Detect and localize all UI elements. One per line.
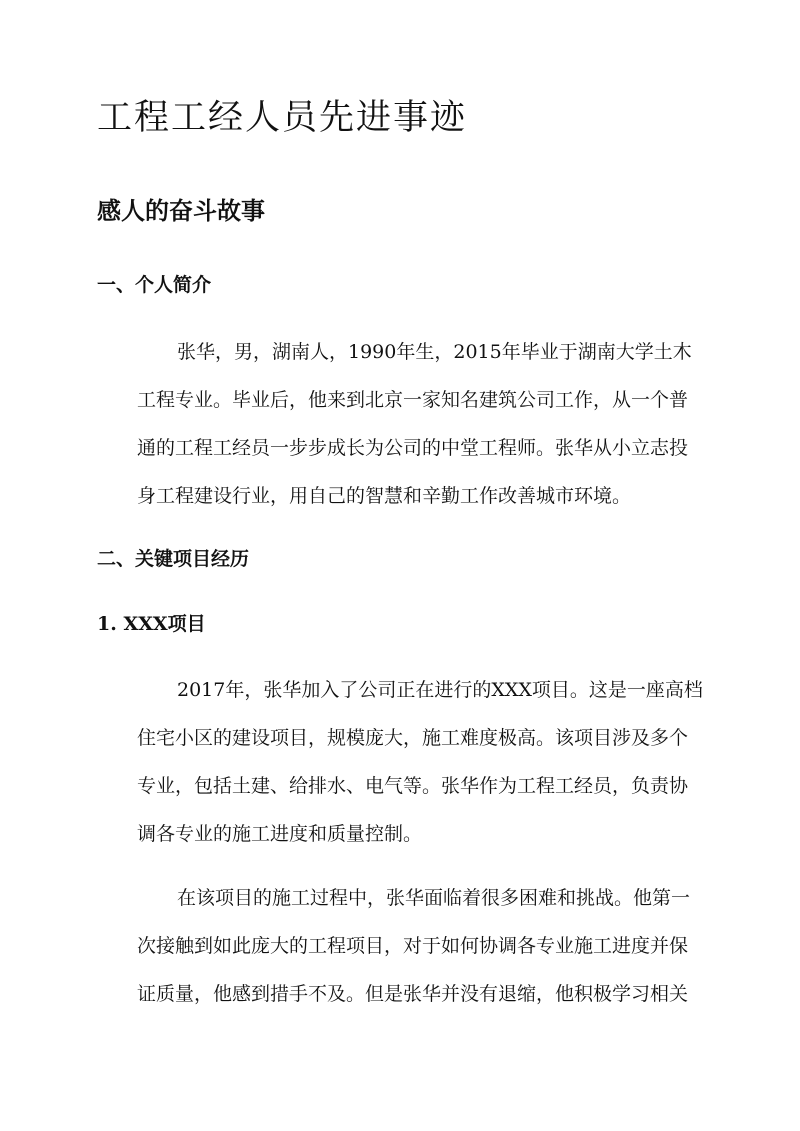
paragraph-line: 住宅小区的建设项目，规模庞大，施工难度极高。该项目涉及多个	[137, 727, 689, 749]
section-heading-projects: 二、关键项目经历	[97, 548, 250, 570]
profile-paragraph	[97, 328, 707, 520]
xxx-project-paragraph-1	[97, 666, 707, 858]
paragraph-line: 次接触到如此庞大的工程项目，对于如何协调各专业施工进度并保	[137, 935, 689, 957]
paragraph-line: 证质量，他感到措手不及。但是张华并没有退缩，他积极学习相关	[137, 983, 689, 1005]
paragraph-line: 调各专业的施工进度和质量控制。	[137, 823, 423, 845]
section-heading-profile: 一、个人简介	[97, 274, 212, 296]
paragraph-line: 专业，包括土建、给排水、电气等。张华作为工程工经员，负责协	[137, 775, 689, 797]
paragraph-line: 身工程建设行业，用自己的智慧和辛勤工作改善城市环境。	[137, 485, 632, 507]
paragraph-line: 张华，男，湖南人，1990年生，2015年毕业于湖南大学土木	[177, 341, 692, 363]
paragraph-line: 工程专业。毕业后，他来到北京一家知名建筑公司工作，从一个普	[137, 389, 689, 411]
xxx-project-paragraph-2	[97, 874, 707, 1018]
paragraph-line: 2017年，张华加入了公司正在进行的XXX项目。这是一座高档	[177, 679, 703, 701]
paragraph-line: 通的工程工经员一步步成长为公司的中堂工程师。张华从小立志投	[137, 437, 689, 459]
document-title: 工程工经人员先进事迹	[97, 98, 468, 138]
section-heading-xxx-project: 1. XXX项目	[97, 613, 206, 635]
document-subtitle: 感人的奋斗故事	[97, 196, 265, 225]
paragraph-line: 在该项目的施工过程中，张华面临着很多困难和挑战。他第一	[177, 887, 691, 909]
